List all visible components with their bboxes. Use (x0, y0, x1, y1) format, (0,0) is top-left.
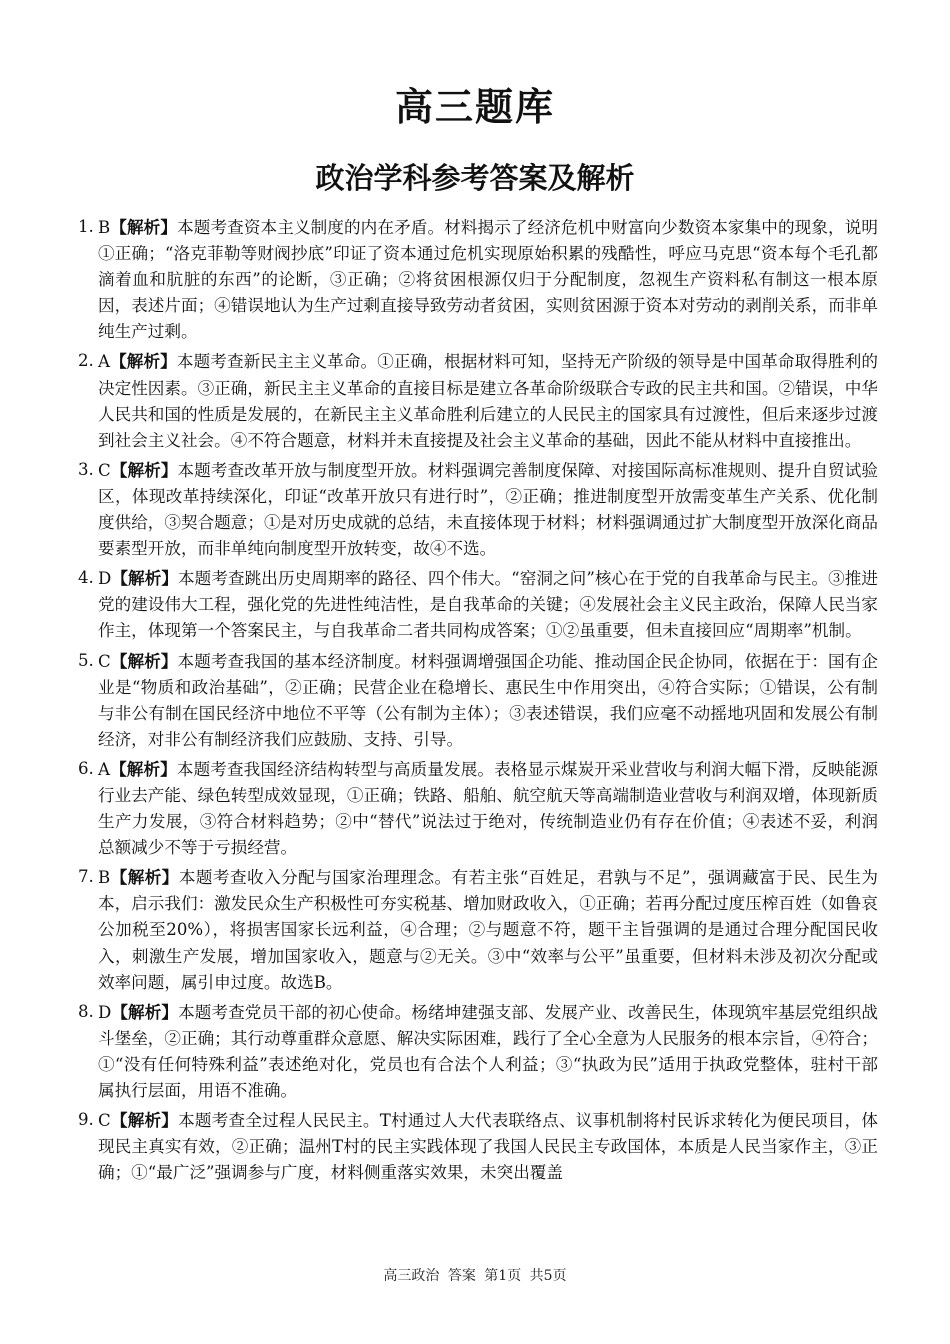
answer-key: A (98, 352, 110, 372)
question-number: 8. (78, 1001, 94, 1021)
analysis-tag: 【解析】 (111, 568, 179, 589)
answer-item-1 (78, 214, 878, 345)
analysis-text: 本题考查全过程人民民主。T村通过人大代表联络点、议事机制将村民诉求转化为便民项目，体现民主真实有效，②正确；温州T村的民主实践体现了我国人民民主专政国体，本质是人民当家作主，③正确；①“最广泛”强调参与广度，材料侧重落实效果，未突出覆盖 (98, 1111, 879, 1183)
analysis-tag: 【解析】 (111, 1001, 179, 1022)
question-number: 2. (78, 351, 94, 371)
question-number: 6. (78, 758, 94, 778)
answer-key: C (98, 460, 111, 480)
answer-item-5 (78, 648, 878, 753)
question-number: 7. (78, 867, 94, 887)
analysis-tag: 【解析】 (110, 867, 179, 888)
analysis-tag: 【解析】 (110, 459, 178, 480)
answer-item-9 (78, 1107, 878, 1186)
answer-item-6 (78, 756, 878, 861)
answer-key: B (98, 218, 111, 237)
answer-item-3 (78, 457, 878, 562)
footer-doc-type: 答案 (447, 1268, 476, 1284)
analysis-tag: 【解析】 (109, 758, 177, 779)
analysis-text: 本题考查收入分配与国家治理理念。有若主张“百姓足，君孰与不足”，强调藏富于民、民生为本，启示我们：激发民众生产积极性可夯实税基、增加财政收入，①正确；若再分配过度压榨百姓（如鲁哀公加税至20%），将损害国家长远利益，④合理；②与题意不符，题干主旨强调的是通过合理分配国民收入，刺激生产发展，增加国家收入，题意与②无关。③中“效率与公平”虽重要，但材料未涉及初次分配或效率问题，属引申过度。故选B。 (98, 868, 879, 992)
analysis-tag: 【解析】 (110, 650, 178, 671)
page-title: 高三题库 (394, 84, 555, 129)
question-number: 3. (78, 459, 94, 479)
answer-key: A (98, 759, 110, 779)
analysis-text: 本题考查我国经济结构转型与高质量发展。表格显示煤炭开采业营收与利润大幅下滑，反映能源行业去产能、绿色转型成效显现，①正确；铁路、船舶、航空航天等高端制造业营收与利润双增，体现新质生产力发展，③符合材料趋势；②中“替代”说法过于绝对，传统制造业仍有存在价值；④表述不妥，利润总额减少不等于亏损经营。 (98, 759, 879, 858)
answer-item-8 (78, 999, 878, 1104)
question-number: 4. (78, 568, 94, 588)
question-number: 5. (78, 650, 94, 670)
answer-item-4 (78, 565, 878, 644)
footer-subject: 高三政治 (383, 1268, 440, 1284)
question-number: 1. (78, 217, 94, 236)
question-number: 9. (78, 1110, 94, 1130)
page-subtitle: 政治学科参考答案及解析 (315, 161, 635, 195)
analysis-text: 本题考查党员干部的初心使命。杨绪坤建强支部、发展产业、改善民生，体现筑牢基层党组织战斗堡垒，②正确；其行动尊重群众意愿、解决实际困难，践行了全心全意为人民服务的根本宗旨，④符合；①“没有任何特殊利益”表述绝对化，党员也有合法个人利益；③“执政为民”适用于执政党整体，驻村干部属执行层面，用语不准确。 (98, 1002, 879, 1100)
analysis-tag: 【解析】 (110, 217, 178, 237)
analysis-text: 本题考查新民主主义革命。①正确，根据材料可知，坚持无产阶级的领导是中国革命取得胜利的决定性因素。③正确，新民主主义革命的直接目标是建立各革命阶级联合专政的民主共和国。②错误，中华人民共和国的性质是发展的，在新民主主义革命胜利后建立的人民民主的国家具有过渡性，但后来逐步过渡到社会主义社会。④不符合题意，材料并未直接提及社会主义革命的基础，因此不能从材料中直接推出。 (98, 352, 879, 450)
answer-key: B (98, 868, 111, 888)
analysis-text: 本题考查改革开放与制度型开放。材料强调完善制度保障、对接国际高标准规则、提升自贸试验区，体现改革持续深化，印证“改革开放只有进行时”，②正确；推进制度型开放需变革生产关系、优化制度供给，③契合题意；①是对历史成就的总结，未直接体现于材料；材料强调通过扩大制度型开放深化商品要素型开放，而非单纯向制度型开放转变，故④不选。 (98, 460, 879, 559)
answer-key: D (98, 569, 112, 589)
answer-item-7 (78, 864, 878, 995)
answer-list (78, 214, 878, 1189)
page-footer (0, 1266, 950, 1286)
analysis-text: 本题考查跳出历史周期率的路径、四个伟大。“窑洞之问”核心在于党的自我革命与民主。③推进党的建设伟大工程，强化党的先进性纯洁性，是自我革命的关键；④发展社会主义民主政治，保障人民当家作主，体现第一个答案民主，与自我革命二者共同构成答案；①②虽重要，但未直接回应“周期率”机制。 (98, 569, 879, 641)
answer-key: D (98, 1002, 112, 1022)
answer-key: C (98, 651, 111, 671)
analysis-tag: 【解析】 (110, 1110, 179, 1131)
analysis-tag: 【解析】 (109, 351, 177, 372)
answer-item-2 (78, 348, 878, 453)
answer-key: C (98, 1111, 111, 1131)
analysis-text: 本题考查资本主义制度的内在矛盾。材料揭示了经济危机中财富向少数资本家集中的现象，说明①正确；“洛克菲勒等财阀抄底”印证了资本通过危机实现原始积累的残酷性，呼应马克思“资本每个毛孔都滴着血和肮脏的东西”的论断，③正确；②将贫困根源仅归于分配制度，忽视生产资料私有制这一根本原因，表述片面；④错误地认为生产过剩直接导致劳动者贫困，实则贫困源于资本对劳动的剥削关系，而非单纯生产过剩。 (98, 218, 879, 342)
analysis-text: 本题考查我国的基本经济制度。材料强调增强国企功能、推动国企民企协同，依据在于：国有企业是“物质和政治基础”，②正确；民营企业在稳增长、惠民生中作用突出，④符合实际；①错误，公有制与非公有制在国民经济中地位不平等（公有制为主体）；③表述错误，我们应毫不动摇地巩固和发展公有制经济，对非公有制经济我们应鼓励、支持、引导。 (98, 651, 879, 749)
footer-page-number: 第1页 (484, 1268, 522, 1284)
footer-page-total: 共5页 (529, 1268, 567, 1284)
